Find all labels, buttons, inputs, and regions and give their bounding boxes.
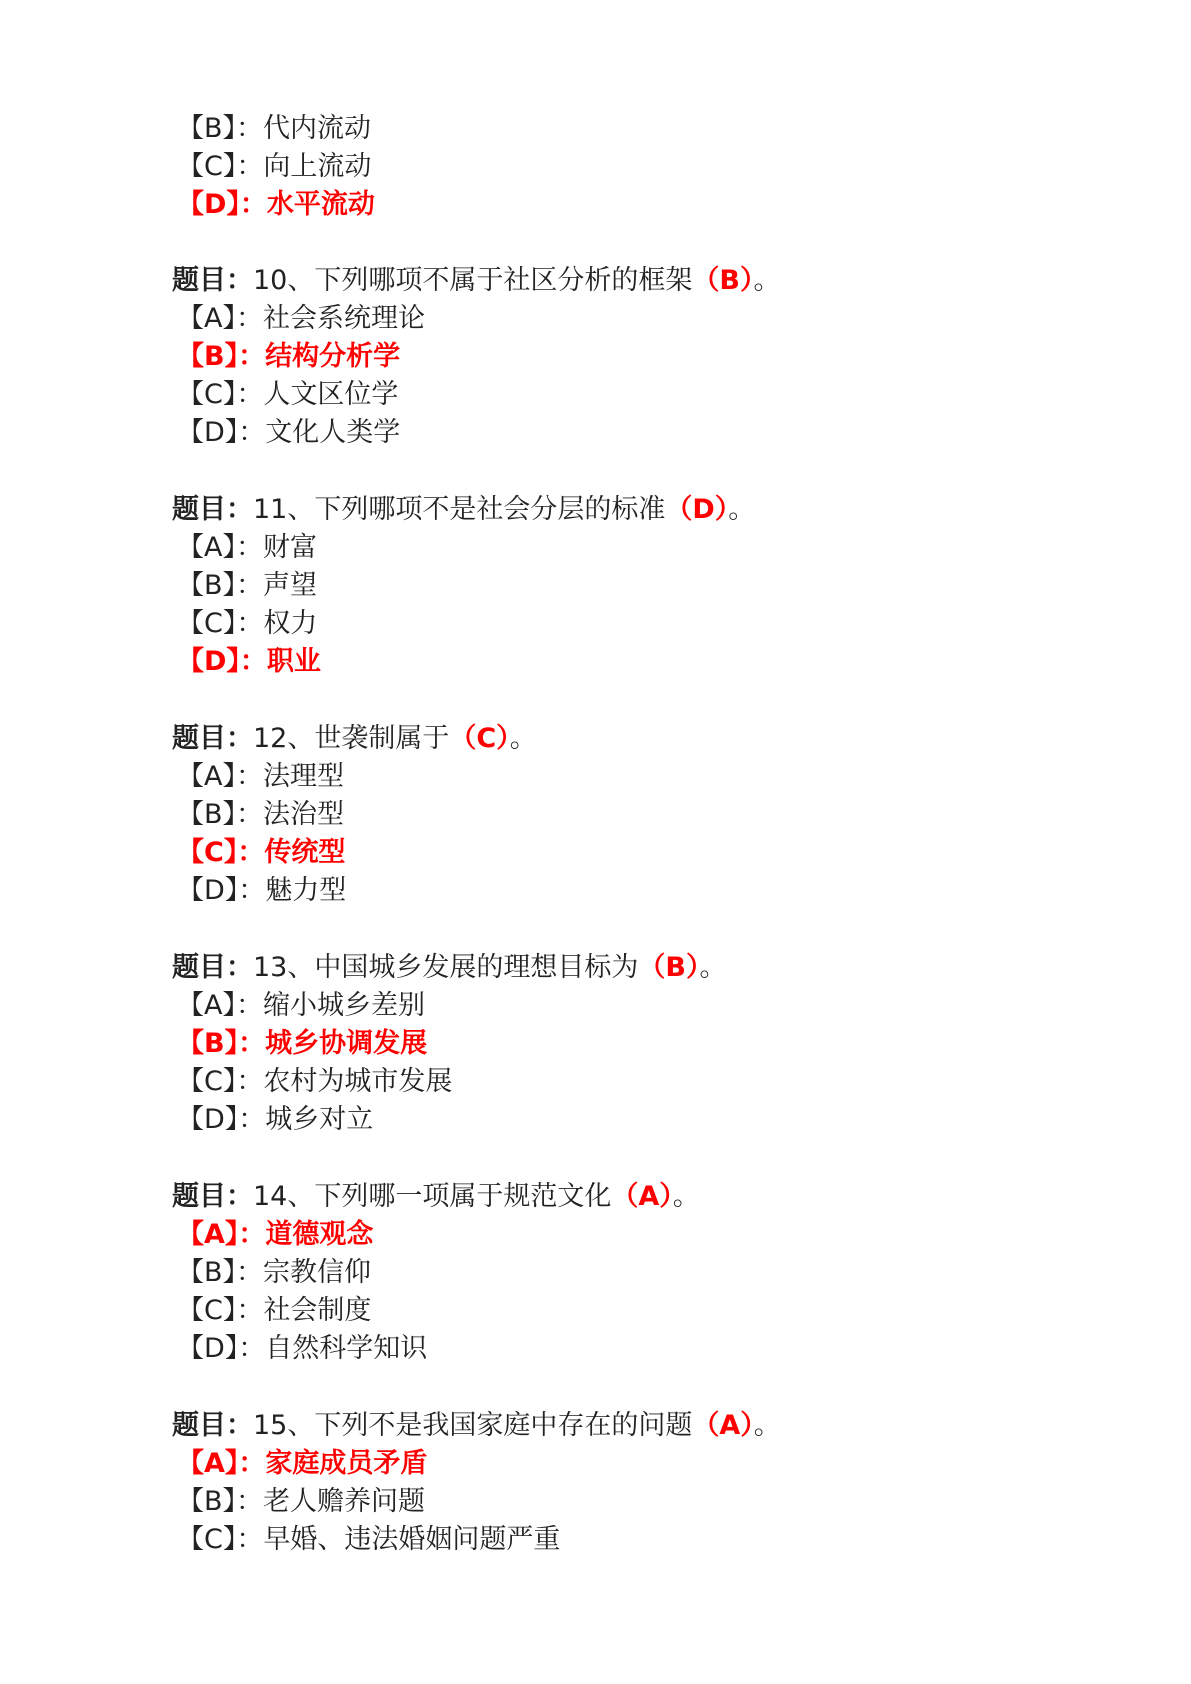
question-text: 11、下列哪项不是社会分层的标准 bbox=[253, 494, 666, 525]
option-sep: ： bbox=[235, 990, 263, 1021]
question-15 bbox=[172, 1407, 781, 1445]
option-13-b-correct bbox=[177, 1025, 427, 1063]
option-12-c-correct bbox=[177, 834, 345, 872]
option-label: 【D】 bbox=[177, 189, 240, 220]
option-sep: ： bbox=[238, 1028, 266, 1059]
option-11-b bbox=[177, 567, 317, 605]
option-sep: ： bbox=[238, 1448, 266, 1479]
option-sep: ： bbox=[236, 113, 264, 144]
option-label: 【D】 bbox=[177, 875, 239, 906]
option-label: 【C】 bbox=[177, 1295, 237, 1326]
option-label: 【A】 bbox=[177, 532, 236, 563]
option-label: 【C】 bbox=[177, 1524, 237, 1555]
question-text: 15、下列不是我国家庭中存在的问题 bbox=[253, 1410, 693, 1441]
option-text: 自然科学知识 bbox=[265, 1333, 428, 1364]
option-text: 代内流动 bbox=[263, 113, 372, 144]
option-text: 社会系统理论 bbox=[262, 303, 425, 334]
option-text: 魅力型 bbox=[265, 875, 347, 906]
option-label: 【D】 bbox=[177, 646, 240, 677]
question-prefix: 题目： bbox=[172, 723, 253, 754]
option-text: 社会制度 bbox=[263, 1295, 372, 1326]
option-sep: ： bbox=[238, 875, 266, 906]
question-text: 12、世袭制属于 bbox=[253, 723, 450, 754]
option-text: 宗教信仰 bbox=[263, 1257, 372, 1288]
option-14-a-correct bbox=[177, 1216, 373, 1254]
option-sep: ： bbox=[235, 761, 263, 792]
option-text: 农村为城市发展 bbox=[263, 1066, 453, 1097]
option-sep: ： bbox=[238, 1104, 266, 1135]
option-13-c bbox=[177, 1063, 452, 1101]
option-text: 人文区位学 bbox=[263, 379, 399, 410]
question-prefix: 题目： bbox=[172, 494, 253, 525]
question-answer: （B） bbox=[638, 952, 700, 983]
question-text: 14、下列哪一项属于规范文化 bbox=[253, 1181, 612, 1212]
option-sep: ： bbox=[238, 341, 266, 372]
question-end: 。 bbox=[753, 1410, 781, 1441]
question-answer: （C） bbox=[449, 723, 510, 754]
option-label: 【C】 bbox=[177, 1066, 237, 1097]
question-text: 13、中国城乡发展的理想目标为 bbox=[253, 952, 639, 983]
option-14-d bbox=[177, 1330, 427, 1368]
option-13-d bbox=[177, 1101, 373, 1139]
option-text: 早婚、违法婚姻问题严重 bbox=[263, 1524, 561, 1555]
option-text: 财富 bbox=[262, 532, 317, 563]
option-sep: ： bbox=[238, 417, 266, 448]
option-14-b bbox=[177, 1254, 371, 1292]
option-sep: ： bbox=[236, 799, 264, 830]
option-12-b bbox=[177, 796, 344, 834]
question-answer: （B） bbox=[692, 265, 754, 296]
option-label: 【D】 bbox=[177, 1104, 239, 1135]
option-sep: ： bbox=[236, 1257, 264, 1288]
option-label: 【C】 bbox=[177, 151, 237, 182]
option-sep: ： bbox=[236, 608, 264, 639]
option-text: 水平流动 bbox=[266, 189, 375, 220]
option-label: 【B】 bbox=[177, 570, 237, 601]
option-sep: ： bbox=[239, 189, 267, 220]
option-sep: ： bbox=[239, 646, 267, 677]
question-13 bbox=[172, 949, 726, 987]
option-text: 权力 bbox=[263, 608, 318, 639]
option-text: 城乡协调发展 bbox=[265, 1028, 428, 1059]
option-label: 【A】 bbox=[177, 990, 236, 1021]
option-label: 【C】 bbox=[177, 837, 238, 868]
question-answer: （A） bbox=[611, 1181, 673, 1212]
option-15-b bbox=[177, 1483, 425, 1521]
option-9-d-correct bbox=[177, 186, 375, 224]
option-sep: ： bbox=[236, 1486, 264, 1517]
question-prefix: 题目： bbox=[172, 265, 253, 296]
question-end: 。 bbox=[509, 723, 537, 754]
option-label: 【C】 bbox=[177, 379, 237, 410]
option-text: 向上流动 bbox=[263, 151, 372, 182]
question-prefix: 题目： bbox=[172, 1410, 253, 1441]
question-end: 。 bbox=[728, 494, 756, 525]
option-12-d bbox=[177, 872, 346, 910]
option-sep: ： bbox=[235, 303, 263, 334]
option-label: 【B】 bbox=[177, 341, 239, 372]
question-answer: （D） bbox=[665, 494, 729, 525]
question-14 bbox=[172, 1178, 700, 1216]
question-11 bbox=[172, 491, 755, 529]
option-text: 法治型 bbox=[263, 799, 345, 830]
option-label: 【B】 bbox=[177, 1257, 237, 1288]
option-10-d bbox=[177, 414, 400, 452]
option-label: 【D】 bbox=[177, 417, 239, 448]
option-label: 【B】 bbox=[177, 113, 237, 144]
option-text: 城乡对立 bbox=[265, 1104, 374, 1135]
option-sep: ： bbox=[236, 1066, 264, 1097]
option-label: 【D】 bbox=[177, 1333, 239, 1364]
option-text: 老人赡养问题 bbox=[263, 1486, 426, 1517]
option-12-a bbox=[177, 758, 344, 796]
option-9-b bbox=[177, 110, 371, 148]
option-text: 道德观念 bbox=[265, 1219, 374, 1250]
option-label: 【B】 bbox=[177, 1028, 239, 1059]
question-12 bbox=[172, 720, 537, 758]
option-text: 家庭成员矛盾 bbox=[265, 1448, 428, 1479]
option-sep: ： bbox=[238, 1333, 266, 1364]
option-label: 【C】 bbox=[177, 608, 237, 639]
option-label: 【A】 bbox=[177, 303, 236, 334]
option-text: 法理型 bbox=[262, 761, 344, 792]
question-answer: （A） bbox=[692, 1410, 754, 1441]
option-15-c bbox=[177, 1521, 560, 1559]
option-11-a bbox=[177, 529, 317, 567]
option-14-c bbox=[177, 1292, 371, 1330]
option-label: 【B】 bbox=[177, 799, 237, 830]
option-text: 职业 bbox=[266, 646, 321, 677]
option-sep: ： bbox=[238, 1219, 266, 1250]
question-end: 。 bbox=[672, 1181, 700, 1212]
question-prefix: 题目： bbox=[172, 952, 253, 983]
option-10-c bbox=[177, 376, 398, 414]
option-text: 传统型 bbox=[264, 837, 346, 868]
option-text: 声望 bbox=[263, 570, 318, 601]
question-end: 。 bbox=[699, 952, 727, 983]
question-text: 10、下列哪项不属于社区分析的框架 bbox=[253, 265, 693, 296]
option-13-a bbox=[177, 987, 425, 1025]
option-label: 【A】 bbox=[177, 1448, 239, 1479]
option-label: 【B】 bbox=[177, 1486, 237, 1517]
option-sep: ： bbox=[236, 1295, 264, 1326]
option-11-c bbox=[177, 605, 317, 643]
option-sep: ： bbox=[235, 532, 263, 563]
option-15-a-correct bbox=[177, 1445, 427, 1483]
option-text: 结构分析学 bbox=[265, 341, 401, 372]
option-10-b-correct bbox=[177, 338, 400, 376]
option-label: 【A】 bbox=[177, 1219, 239, 1250]
option-sep: ： bbox=[236, 570, 264, 601]
question-prefix: 题目： bbox=[172, 1181, 253, 1212]
option-11-d-correct bbox=[177, 643, 321, 681]
option-sep: ： bbox=[237, 837, 265, 868]
question-10 bbox=[172, 262, 780, 300]
option-sep: ： bbox=[236, 151, 264, 182]
option-sep: ： bbox=[236, 1524, 264, 1555]
option-sep: ： bbox=[236, 379, 264, 410]
option-10-a bbox=[177, 300, 425, 338]
option-label: 【A】 bbox=[177, 761, 236, 792]
option-text: 缩小城乡差别 bbox=[262, 990, 425, 1021]
question-end: 。 bbox=[753, 265, 781, 296]
option-9-c bbox=[177, 148, 371, 186]
option-text: 文化人类学 bbox=[265, 417, 401, 448]
